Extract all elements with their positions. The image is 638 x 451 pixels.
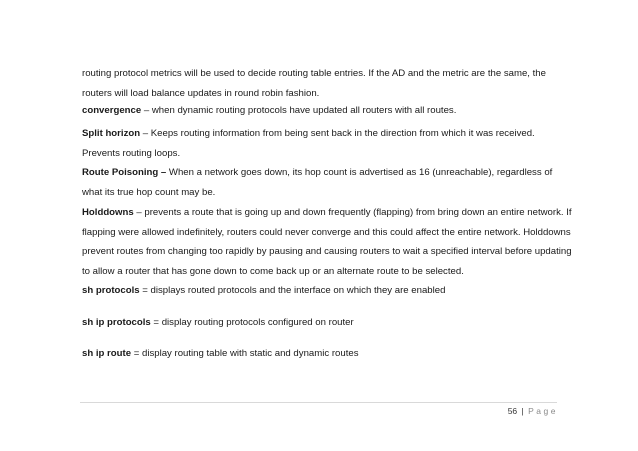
paragraph-sh-protocols [82, 281, 572, 301]
command-sh-ip-protocols: sh ip protocols [82, 317, 151, 328]
description-sh-protocols: = displays routed protocols and the interface on which they are enabled [139, 285, 446, 296]
term-convergence: convergence [82, 105, 142, 116]
paragraph-split-horizon [82, 124, 572, 163]
term-route-poisoning: Route Poisoning – [82, 167, 167, 178]
paragraph-text: routing protocol metrics will be used to decide routing table entries. If the AD and the metric are the same, the routers will load balance updates in round robin fashion. [82, 68, 546, 99]
definition-convergence: – when dynamic routing protocols have updated all routers with all routes. [141, 105, 457, 116]
command-sh-protocols: sh protocols [82, 285, 140, 296]
definition-holddowns: – prevents a route that is going up and down frequently (flapping) from bring down an entire network. If flapping were allowed indefinitely, routers could never converge and this could affect the entire network. Holddowns prevent routes from changing too rapidly by pausing and causing routers to wait a specified interval before updating to allow a router that has gone down to come back up or an alternate route to be selected. [82, 207, 572, 277]
description-sh-ip-route: = display routing table with static and dynamic routes [131, 348, 359, 359]
footer-separator: | [521, 406, 524, 416]
page-label: Page [528, 406, 558, 416]
definition-split-horizon: – Keeps routing information from being sent back in the direction from which it was received. Prevents routing loops. [82, 128, 535, 159]
paragraph-routing-metrics [82, 64, 572, 103]
command-sh-ip-route: sh ip route [82, 348, 132, 359]
page-number: 56 [507, 406, 518, 416]
term-split-horizon: Split horizon [82, 128, 141, 139]
paragraph-convergence [82, 101, 572, 121]
paragraph-sh-ip-protocols [82, 313, 572, 333]
paragraph-holddowns [82, 203, 572, 281]
definition-route-poisoning: When a network goes down, its hop count is advertised as 16 (unreachable), regardless of what its true hop count may be. [82, 167, 553, 198]
paragraph-sh-ip-route [82, 344, 572, 364]
description-sh-ip-protocols: = display routing protocols configured on router [150, 317, 354, 328]
page-footer [508, 406, 558, 416]
term-holddowns: Holddowns [82, 207, 134, 218]
paragraph-route-poisoning [82, 163, 572, 202]
footer-divider [80, 402, 557, 403]
